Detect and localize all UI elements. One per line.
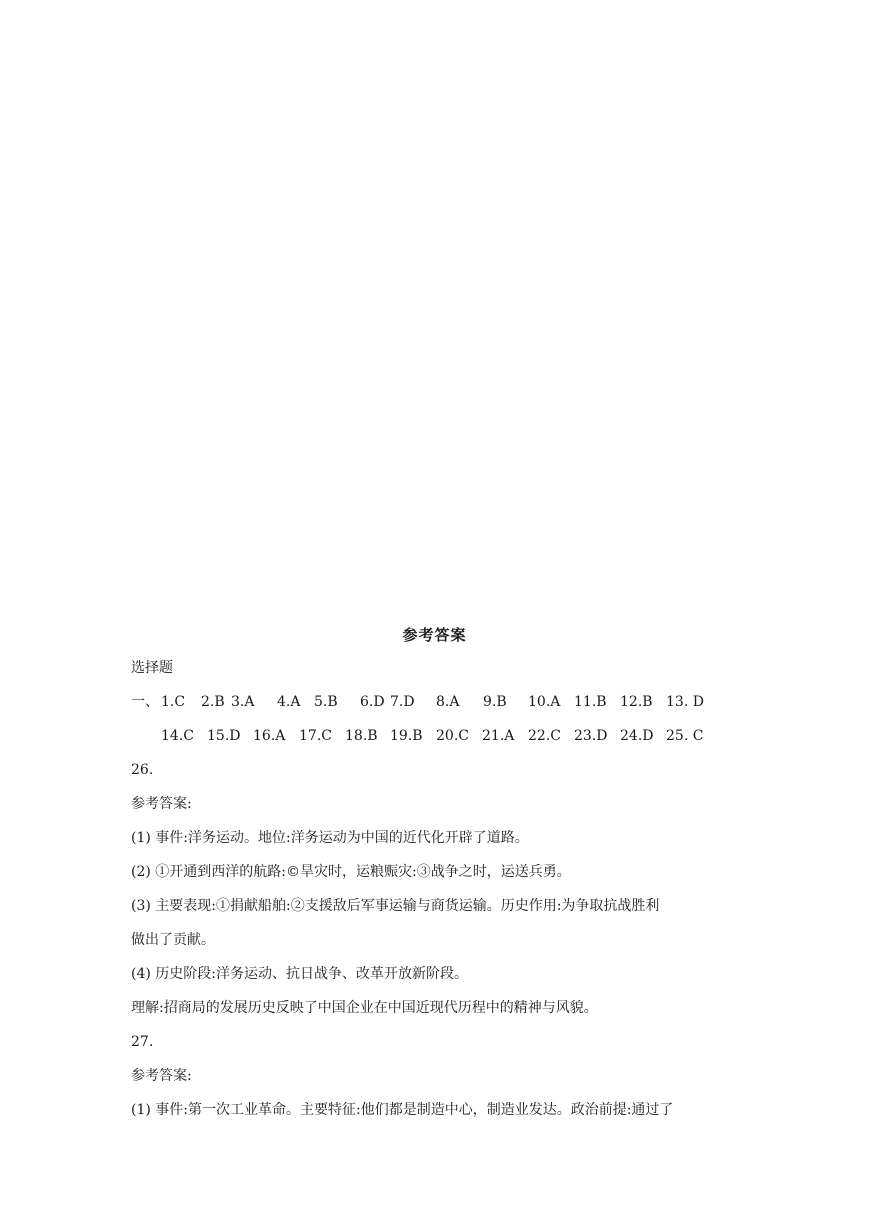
answer-item: 23.D (574, 728, 608, 744)
answer-item: 12.B (620, 694, 653, 710)
answer-item: 4.A (277, 694, 301, 710)
q26-understanding: 理解:招商局的发展历史反映了中国企业在中国近现代历程中的精神与风貌。 (131, 1000, 598, 1016)
answer-item: 11.B (574, 694, 607, 710)
section-label: 选择题 (131, 660, 173, 676)
q27-part1: (1) 事件:第一次工业革命。主要特征:他们都是制造中心，制造业发达。政治前提:通过了 (131, 1102, 674, 1118)
answer-item: 3.A (231, 694, 255, 710)
answer-item: 15.D (207, 728, 241, 744)
answer-item: 22.C (528, 728, 561, 744)
q27-number: 27. (131, 1034, 154, 1050)
answer-item: 9.B (483, 694, 507, 710)
answer-item: 20.C (436, 728, 469, 744)
q26-part4: (4) 历史阶段:洋务运动、抗日战争、改革开放新阶段。 (131, 966, 468, 982)
answer-item: 17.C (299, 728, 332, 744)
q26-part1: (1) 事件:洋务运动。地位:洋务运动为中国的近代化开辟了道路。 (131, 830, 529, 846)
answer-item: 14.C (161, 728, 194, 744)
answer-item: 1.C (161, 694, 186, 710)
q26-part3-cont: 做出了贡献。 (131, 932, 215, 948)
answer-item: 6.D (360, 694, 385, 710)
q27-label: 参考答案: (131, 1068, 192, 1084)
answer-item: 13. D (666, 694, 704, 710)
answer-item: 16.A (253, 728, 286, 744)
q26-label: 参考答案: (131, 796, 192, 812)
answer-item: 18.B (345, 728, 378, 744)
q26-part3: (3) 主要表现:①捐献船舶:②支援敌后军事运输与商货运输。历史作用:为争取抗战胜利 (131, 898, 660, 914)
q26-part2: (2) ①开通到西洋的航路:©旱灾时，运粮赈灾:③战争之时，运送兵勇。 (131, 864, 571, 880)
answer-item: 2.B (201, 694, 225, 710)
answer-item: 7.D (390, 694, 415, 710)
page-title: 参考答案 (402, 626, 467, 644)
q26-number: 26. (131, 762, 154, 778)
answer-item: 24.D (620, 728, 654, 744)
row1-prefix: 一、 (131, 694, 159, 710)
answer-item: 8.A (436, 694, 460, 710)
answer-item: 21.A (482, 728, 515, 744)
answer-item: 10.A (528, 694, 561, 710)
answer-item: 25. C (666, 728, 704, 744)
answer-item: 19.B (390, 728, 423, 744)
answer-item: 5.B (314, 694, 338, 710)
